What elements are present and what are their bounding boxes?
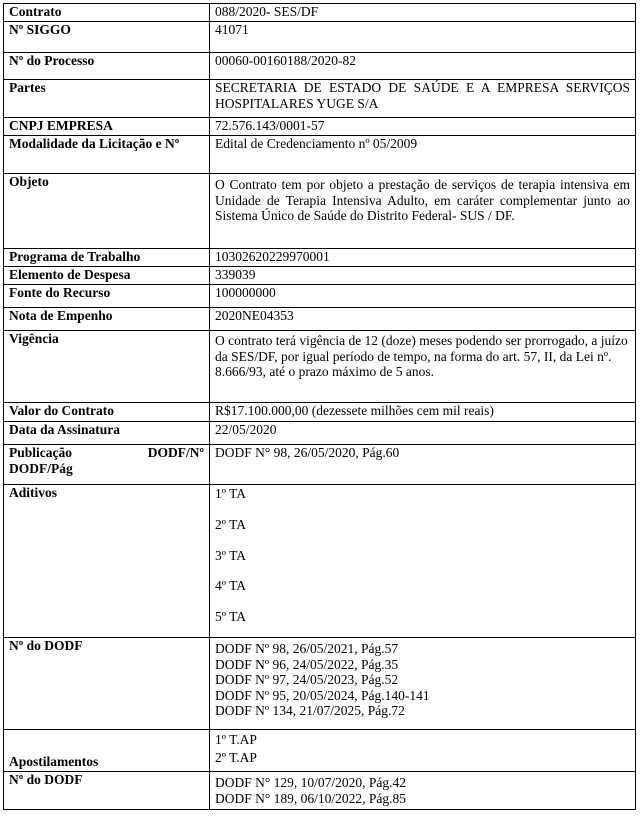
label-empenho: Nota de Empenho: [4, 308, 210, 331]
row-aditivos: [4, 485, 636, 638]
value-partes: SECRETARIA DE ESTADO DE SAÚDE E A EMPRESA SERVIÇOS HOSPITALARES YUGE S/A: [210, 80, 636, 118]
label-valor: Valor do Contrato: [4, 403, 210, 422]
value-assinatura: 22/05/2020: [210, 422, 636, 445]
row-publicacao: [4, 445, 636, 485]
label-elemento: Elemento de Despesa: [4, 267, 210, 285]
label-publicacao: [4, 445, 210, 485]
value-valor: R$17.100.000,00 (dezessete milhões cem mil reais): [210, 403, 636, 422]
value-objeto: O Contrato tem por objeto a prestação de serviços de terapia intensiva em Unidade de Terapia Intensiva Adulto, em caráter complementar junto ao Sistema Único de Saúde do Distrito Federal- SUS / DF.: [210, 174, 636, 249]
value-cnpj: 72.576.143/0001-57: [210, 118, 636, 136]
row-siggo: [4, 22, 636, 53]
label-contrato: Contrato: [4, 4, 210, 22]
dodf-aditivo-item: DODF Nº 98, 26/05/2021, Pág.57: [215, 641, 399, 656]
aditivo-item: 3º TA: [215, 548, 246, 563]
row-valor: [4, 403, 636, 422]
label-apostilamentos: Apostilamentos: [4, 730, 210, 772]
value-aditivos: [210, 485, 636, 638]
dodf-apost-item: DODF N° 129, 10/07/2020, Pág.42: [215, 775, 407, 790]
contract-summary-table: [3, 3, 636, 810]
dodf-aditivo-item: DODF Nº 96, 24/05/2022, Pág.35: [215, 656, 399, 672]
row-fonte: [4, 285, 636, 308]
value-vigencia: O contrato terá vigência de 12 (doze) meses podendo ser prorrogado, a juízo da SES/DF, por igual período de tempo, na forma do art. 57, II, da Lei nº. 8.666/93, até o prazo máximo de 5 anos.: [210, 331, 636, 403]
row-dodf-aditivos: [4, 638, 636, 730]
label-modalidade: Modalidade da Licitação e Nº: [4, 136, 210, 174]
label-objeto: Objeto: [4, 174, 210, 249]
row-programa: [4, 249, 636, 267]
label-publicacao-line1: [9, 445, 204, 461]
label-publicacao-a: Publicação: [9, 445, 72, 460]
value-publicacao: DODF N° 98, 26/05/2020, Pág.60: [210, 445, 636, 485]
apostilamento-item: 1º T.AP: [215, 732, 257, 747]
row-contrato: [4, 4, 636, 22]
label-fonte: Fonte do Recurso: [4, 285, 210, 308]
value-contrato: 088/2020- SES/DF: [210, 4, 636, 22]
value-apostilamentos: [210, 730, 636, 772]
value-elemento: 339039: [210, 267, 636, 285]
value-siggo: 41071: [210, 22, 636, 53]
apostilamento-item: 2º T.AP: [215, 749, 257, 765]
dodf-apost-item: DODF N° 189, 06/10/2022, Pág.85: [215, 790, 407, 806]
label-siggo: Nº SIGGO: [4, 22, 210, 53]
row-apostilamentos: [4, 730, 636, 772]
value-dodf-apost: [210, 772, 636, 810]
label-aditivos: Aditivos: [4, 485, 210, 638]
dodf-aditivo-item: DODF Nº 95, 20/05/2024, Pág.140-141: [215, 687, 430, 703]
label-publicacao-b: DODF/Nº: [147, 445, 204, 460]
aditivo-item: 4º TA: [215, 578, 246, 593]
row-partes: [4, 80, 636, 118]
label-partes: Partes: [4, 80, 210, 118]
dodf-aditivo-item: DODF Nº 134, 21/07/2025, Pág.72: [215, 703, 405, 718]
dodf-aditivo-item: DODF Nº 97, 24/05/2023, Pág.52: [215, 672, 399, 687]
row-elemento: [4, 267, 636, 285]
value-processo: 00060-00160188/2020-82: [210, 53, 636, 80]
aditivo-item: 1º TA: [215, 486, 246, 501]
value-dodf-aditivos: [210, 638, 636, 730]
value-programa: 10302620229970001: [210, 249, 636, 267]
value-empenho: 2020NE04353: [210, 308, 636, 331]
label-vigencia: Vigência: [4, 331, 210, 403]
row-modalidade: [4, 136, 636, 174]
row-processo: [4, 53, 636, 80]
value-fonte: 100000000: [210, 285, 636, 308]
row-objeto: [4, 174, 636, 249]
label-assinatura: Data da Assinatura: [4, 422, 210, 445]
row-dodf-apost: [4, 772, 636, 810]
label-cnpj: CNPJ EMPRESA: [4, 118, 210, 136]
row-assinatura: [4, 422, 636, 445]
row-vigencia: [4, 331, 636, 403]
label-dodf-apost: Nº do DODF: [4, 772, 210, 810]
row-cnpj: [4, 118, 636, 136]
label-publicacao-c: DODF/Pág: [9, 460, 73, 476]
row-empenho: [4, 308, 636, 331]
value-modalidade: Edital de Credenciamento nº 05/2009: [210, 136, 636, 174]
label-programa: Programa de Trabalho: [4, 249, 210, 267]
aditivo-item: 5º TA: [215, 609, 246, 624]
aditivo-item: 2º TA: [215, 517, 246, 532]
label-dodf-aditivos: Nº do DODF: [4, 638, 210, 730]
label-processo: Nº do Processo: [4, 53, 210, 80]
